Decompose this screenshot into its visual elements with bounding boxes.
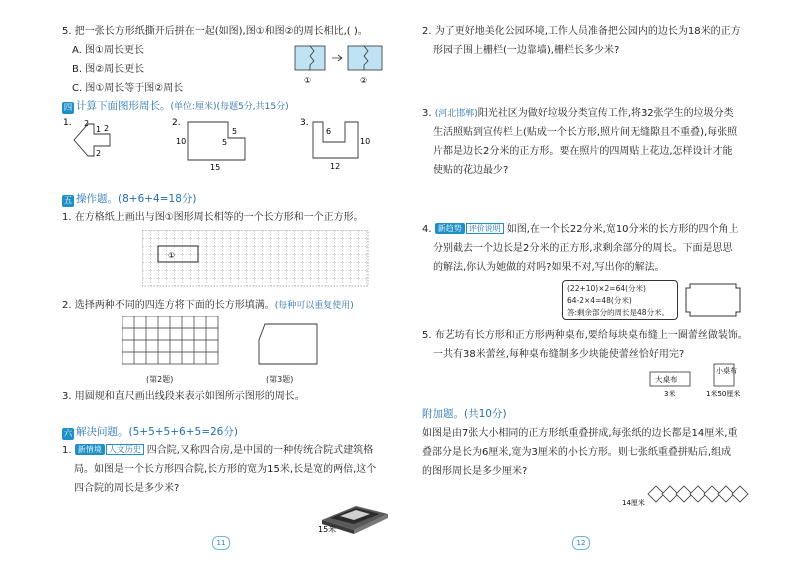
overlapping-squares-figure <box>622 474 772 510</box>
big-tablecloth-size: 3米 <box>664 390 676 398</box>
perimeter-figures <box>60 114 390 174</box>
svg-text:10: 10 <box>360 137 371 146</box>
courtyard-width-label: 15米 <box>318 525 337 534</box>
bonus-line1: 如图是由7张大小相同的正方形纸重叠拼成,每张纸的边长都是14厘米,重 <box>422 428 738 439</box>
cut-corners-rectangle <box>684 282 742 318</box>
section-4-note: (单位:厘米)(每题5分,共15分) <box>170 102 289 112</box>
svg-text:5: 5 <box>222 138 228 147</box>
svg-text:2: 2 <box>84 119 90 128</box>
left-q5-option-c: C. 图①周长等于图②周长 <box>72 83 184 94</box>
section-6-q1-line1: 1. 新情境 人文历史 四合院,又称四合房,是中国的一种传统合院式建筑格 <box>62 445 374 456</box>
q3-parallelogram-figure <box>255 318 325 370</box>
left-q5-option-a: A. 图①周长更长 <box>72 45 144 56</box>
section-5-badge: 五 <box>63 196 73 206</box>
right-q3-line1: 3. (河北邯郸)阳光社区为做好垃圾分类宣传工作,将32张学生的垃圾分类 <box>422 108 734 119</box>
page-number-left: 11 <box>212 536 230 550</box>
grid-figure-mark: ① <box>168 251 176 260</box>
right-q4-line3: 的解法,你认为她做的对吗?如果不对,写出你的解法。 <box>433 262 665 273</box>
section-6-q1-line3: 四合院的周长是多少米? <box>74 483 180 494</box>
section-5-title: 五 操作题。(8+6+4=18分) <box>63 193 197 206</box>
caption-q3: (第3题) <box>266 375 294 384</box>
courtyard-house-illustration <box>318 490 390 536</box>
big-tablecloth-label: 大桌布 <box>655 375 678 384</box>
bonus-figure-label: 14厘米 <box>622 499 645 507</box>
u-shape <box>313 122 358 158</box>
section-6-q1-line2: 局。如图是一个长方形四合院,长方形的宽为15米,长是宽的两倍,这个 <box>74 464 377 475</box>
section-5-q2: 2. 选择两种不同的四连方将下面的长方形填满。(每种可以重复使用) <box>62 300 354 311</box>
bonus-title: 附加题。(共10分) <box>422 408 507 420</box>
section-5-q3: 3. 用圆规和直尺画出线段来表示如图所示图形的周长。 <box>62 391 305 402</box>
bonus-line2: 叠部分是长为6厘米,宽为3厘米的小长方形。则七张纸重叠拼贴后,组成 <box>422 447 732 458</box>
right-q3-line4: 使贴的花边最少? <box>433 165 509 176</box>
small-tablecloth-label: 小桌布 <box>716 367 737 375</box>
svg-text:2.: 2. <box>172 118 181 128</box>
svg-text:1.: 1. <box>63 118 72 128</box>
bonus-line3: 的图形周长是多少厘米? <box>422 466 528 477</box>
svg-text:15: 15 <box>210 163 221 172</box>
right-q5-line1: 5. 布艺坊有长方形和正方形两种桌布,要给每块桌布缝上一圈蕾丝做装饰。 <box>422 330 748 341</box>
sisi-solution-box: (22+10)×2=64(分米) 64-2×4=48(分米) 答:剩余部分的周长是48分米。 <box>562 280 678 320</box>
left-q5-option-b: B. 图②周长更长 <box>72 64 145 75</box>
section-5-q1: 1. 在方格纸上画出与图①图形周长相等的一个长方形和一个正方形。 <box>62 212 364 223</box>
section-4-badge: 四 <box>63 103 73 113</box>
tablecloth-figures <box>634 362 744 402</box>
right-q3-line2: 生活照贴到宣传栏上(贴成一个长方形,照片间无缝隙且不重叠),每张照 <box>433 127 738 138</box>
svg-text:2: 2 <box>104 124 110 133</box>
svg-text:1: 1 <box>96 125 102 134</box>
left-q5-text: 5. 把一张长方形纸撕开后拼在一起(如图),图①和图②的周长相比,( )。 <box>62 26 368 37</box>
svg-text:6: 6 <box>326 127 332 136</box>
svg-text:2: 2 <box>96 149 102 158</box>
torn-paper-figure <box>290 42 390 92</box>
svg-text:10: 10 <box>176 137 187 146</box>
right-q2-line1: 2. 为了更好地美化公园环境,工作人员准备把公园内的边长为18米的正方 <box>422 26 741 37</box>
section-4-title: 四 计算下面图形周长。(单位:厘米)(每题5分,共15分) <box>63 100 289 113</box>
right-q3-line3: 片都是边长2分米的正方形。要在照片的四周贴上花边,怎样设计才能 <box>433 146 733 157</box>
right-q4-line1: 4. 新趋势 评价说明 如图,在一个长22分米,宽10分米的长方形的四个角上 <box>422 224 739 235</box>
section-6-badge: 六 <box>63 429 73 439</box>
small-tablecloth-size: 1米50厘米 <box>706 390 741 398</box>
right-q5-line2: 一共有38米蕾丝,每种桌布缝制多少块能使蕾丝恰好用完? <box>433 349 685 360</box>
right-q2-line2: 形园子围上栅栏(一边靠墙),栅栏长多少米? <box>433 45 620 56</box>
figure-2-label: ② <box>360 76 368 85</box>
figure-1-label: ① <box>304 76 312 85</box>
svg-text:12: 12 <box>330 162 341 171</box>
page-number-right: 12 <box>572 536 590 550</box>
section-6-title: 六 解决问题。(5+5+5+6+5=26分) <box>63 426 238 439</box>
svg-text:3.: 3. <box>300 118 309 128</box>
caption-q2: (第2题) <box>146 375 174 384</box>
grid-paper[interactable] <box>142 230 372 290</box>
right-q4-line2: 分别截去一个边长是2分米的正方形,求剩余部分的周长。下面是思思 <box>433 243 733 254</box>
fill-rectangle-grid[interactable] <box>122 316 220 368</box>
svg-text:5: 5 <box>232 127 238 136</box>
